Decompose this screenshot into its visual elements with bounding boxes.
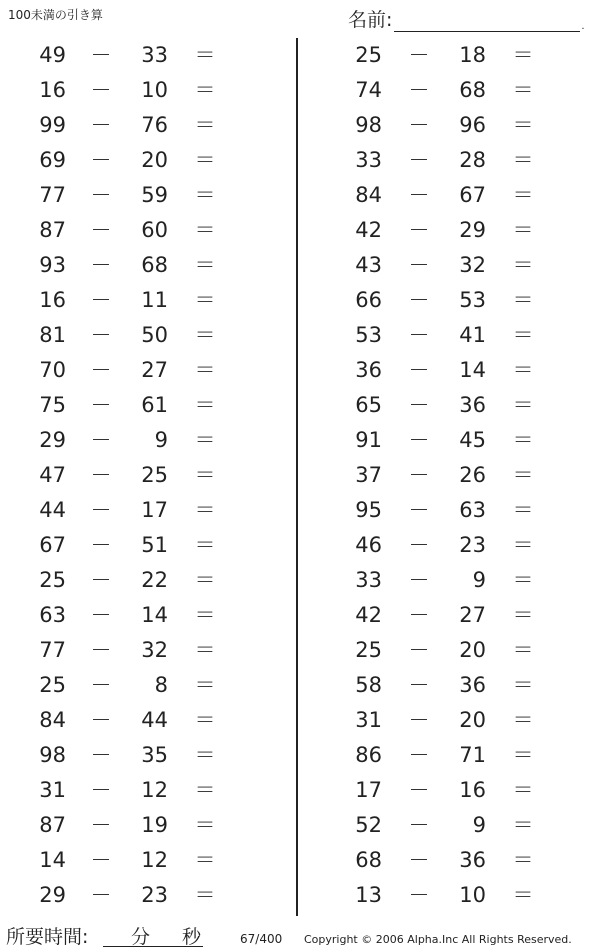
minus-sign: － [90,113,112,137]
minus-sign: － [90,428,112,452]
equals-sign: ＝ [194,148,216,172]
minus-sign: － [90,743,112,767]
minuend: 87 [39,218,66,242]
minus-sign: － [90,568,112,592]
minuend: 75 [39,393,66,417]
subtrahend: 14 [459,358,486,382]
problem-row [0,213,300,248]
problem-row [300,248,600,283]
minuend: 52 [355,813,382,837]
problem-row [0,318,300,353]
minuend: 65 [355,393,382,417]
equals-sign: ＝ [512,813,534,837]
subtrahend: 9 [472,813,486,837]
problem-row [0,598,300,633]
problem-row [300,493,600,528]
minuend: 49 [39,43,66,67]
minuend: 17 [355,778,382,802]
problem-row [300,108,600,143]
minus-sign: － [90,288,112,312]
problem-row [300,213,600,248]
equals-sign: ＝ [512,568,534,592]
problem-row [0,353,300,388]
problem-row [300,318,600,353]
equals-sign: ＝ [512,148,534,172]
subtrahend: 27 [459,603,486,627]
subtrahend: 25 [141,463,168,487]
minuend: 25 [39,673,66,697]
minuend: 70 [39,358,66,382]
problem-row [0,668,300,703]
subtrahend: 59 [141,183,168,207]
minus-sign: － [90,603,112,627]
minus-sign: － [90,393,112,417]
minuend: 87 [39,813,66,837]
minuend: 31 [39,778,66,802]
minus-sign: － [90,43,112,67]
subtrahend: 12 [141,778,168,802]
subtrahend: 36 [459,848,486,872]
equals-sign: ＝ [194,218,216,242]
subtrahend: 63 [459,498,486,522]
minus-sign: － [90,533,112,557]
minuend: 44 [39,498,66,522]
equals-sign: ＝ [512,323,534,347]
minus-sign: － [90,323,112,347]
equals-sign: ＝ [194,638,216,662]
minuend: 42 [355,603,382,627]
problem-row [300,178,600,213]
minus-sign: － [408,883,430,907]
minus-sign: － [408,603,430,627]
problem-row [300,143,600,178]
right-problem-column [300,38,600,913]
subtrahend: 18 [459,43,486,67]
minus-sign: － [90,218,112,242]
problem-row [0,143,300,178]
problem-row [300,808,600,843]
minus-sign: － [408,288,430,312]
problem-row [300,703,600,738]
minuend: 58 [355,673,382,697]
minuend: 14 [39,848,66,872]
minuend: 16 [39,288,66,312]
equals-sign: ＝ [194,743,216,767]
minus-sign: － [90,463,112,487]
subtrahend: 35 [141,743,168,767]
minus-sign: － [90,813,112,837]
equals-sign: ＝ [194,498,216,522]
minuend: 84 [355,183,382,207]
minus-sign: － [90,358,112,382]
minus-sign: － [408,323,430,347]
equals-sign: ＝ [194,673,216,697]
problem-row [0,843,300,878]
equals-sign: ＝ [512,603,534,627]
minuend: 53 [355,323,382,347]
minus-sign: － [408,428,430,452]
equals-sign: ＝ [194,883,216,907]
minus-sign: － [90,638,112,662]
subtrahend: 22 [141,568,168,592]
name-field-area [348,5,585,32]
subtrahend: 96 [459,113,486,137]
subtrahend: 67 [459,183,486,207]
minus-sign: － [90,498,112,522]
equals-sign: ＝ [512,778,534,802]
subtrahend: 32 [459,253,486,277]
minuend: 36 [355,358,382,382]
equals-sign: ＝ [194,848,216,872]
equals-sign: ＝ [512,218,534,242]
minuend: 63 [39,603,66,627]
problem-row [300,878,600,913]
subtrahend: 28 [459,148,486,172]
subtrahend: 10 [459,883,486,907]
equals-sign: ＝ [194,603,216,627]
minuend: 31 [355,708,382,732]
equals-sign: ＝ [194,708,216,732]
equals-sign: ＝ [194,813,216,837]
time-required-label: 所要時間: [6,926,89,948]
problem-row [0,808,300,843]
subtrahend: 45 [459,428,486,452]
minus-sign: － [90,673,112,697]
problem-row [0,703,300,738]
subtrahend: 8 [154,673,168,697]
minuend: 67 [39,533,66,557]
minuend: 13 [355,883,382,907]
problem-row [300,633,600,668]
minuend: 91 [355,428,382,452]
subtrahend: 19 [141,813,168,837]
problem-row [0,458,300,493]
minus-sign: － [408,43,430,67]
minuend: 69 [39,148,66,172]
problem-row [300,528,600,563]
minuend: 99 [39,113,66,137]
problem-row [300,843,600,878]
problem-row [0,178,300,213]
equals-sign: ＝ [194,533,216,557]
equals-sign: ＝ [194,358,216,382]
equals-sign: ＝ [512,673,534,697]
problem-row [300,73,600,108]
subtrahend: 20 [459,708,486,732]
minuend: 43 [355,253,382,277]
minuend: 93 [39,253,66,277]
minuend: 29 [39,428,66,452]
subtrahend: 71 [459,743,486,767]
problem-row [300,38,600,73]
problem-row [0,563,300,598]
problem-row [0,528,300,563]
minuend: 33 [355,148,382,172]
minuend: 16 [39,78,66,102]
subtrahend: 20 [141,148,168,172]
minuend: 77 [39,638,66,662]
minuend: 46 [355,533,382,557]
subtrahend: 33 [141,43,168,67]
problem-row [0,38,300,73]
subtrahend: 9 [154,428,168,452]
subtrahend: 23 [141,883,168,907]
minus-sign: － [408,848,430,872]
minus-sign: － [408,358,430,382]
minus-sign: － [90,78,112,102]
equals-sign: ＝ [194,778,216,802]
subtrahend: 50 [141,323,168,347]
problem-row [300,388,600,423]
equals-sign: ＝ [512,638,534,662]
minuend: 66 [355,288,382,312]
minus-sign: － [408,148,430,172]
equals-sign: ＝ [194,568,216,592]
copyright-text: Copyright © 2006 Alpha.Inc All Rights Reserved. [304,933,572,946]
minus-sign: － [408,78,430,102]
equals-sign: ＝ [194,253,216,277]
problem-row [0,423,300,458]
equals-sign: ＝ [512,848,534,872]
minus-sign: － [408,183,430,207]
minus-sign: － [90,148,112,172]
problem-row [0,878,300,913]
subtrahend: 53 [459,288,486,312]
equals-sign: ＝ [194,183,216,207]
minuend: 81 [39,323,66,347]
equals-sign: ＝ [194,113,216,137]
minus-sign: － [408,253,430,277]
problem-row [300,738,600,773]
subtrahend: 9 [472,568,486,592]
subtrahend: 51 [141,533,168,557]
minus-sign: － [408,568,430,592]
minuend: 98 [39,743,66,767]
minuend: 98 [355,113,382,137]
minus-sign: － [90,848,112,872]
minus-sign: － [408,813,430,837]
equals-sign: ＝ [194,323,216,347]
problem-row [300,458,600,493]
problem-row [300,283,600,318]
minus-sign: － [90,778,112,802]
minus-sign: － [408,708,430,732]
problem-row [300,668,600,703]
subtrahend: 68 [141,253,168,277]
equals-sign: ＝ [512,183,534,207]
problem-row [0,388,300,423]
equals-sign: ＝ [512,708,534,732]
minus-sign: － [408,393,430,417]
minus-sign: － [90,708,112,732]
minuend: 25 [39,568,66,592]
minuend: 25 [355,638,382,662]
equals-sign: ＝ [194,288,216,312]
equals-sign: ＝ [512,463,534,487]
seconds-label: 秒 [182,926,202,948]
equals-sign: ＝ [512,358,534,382]
subtrahend: 14 [141,603,168,627]
equals-sign: ＝ [512,533,534,557]
subtrahend: 76 [141,113,168,137]
minuend: 74 [355,78,382,102]
minus-sign: － [408,743,430,767]
minuend: 77 [39,183,66,207]
minus-sign: － [408,638,430,662]
problem-row [300,773,600,808]
subtrahend: 16 [459,778,486,802]
equals-sign: ＝ [512,883,534,907]
subtrahend: 44 [141,708,168,732]
subtrahend: 20 [459,638,486,662]
equals-sign: ＝ [194,393,216,417]
problem-row [0,633,300,668]
subtrahend: 10 [141,78,168,102]
problem-row [0,738,300,773]
minus-sign: － [408,113,430,137]
page-number: 67/400 [240,932,283,946]
subtrahend: 26 [459,463,486,487]
minus-sign: － [408,218,430,242]
footer [0,920,600,952]
problem-row [0,773,300,808]
minuend: 25 [355,43,382,67]
minus-sign: － [408,463,430,487]
equals-sign: ＝ [512,43,534,67]
subtrahend: 61 [141,393,168,417]
minus-sign: － [408,778,430,802]
minuend: 42 [355,218,382,242]
subtrahend: 36 [459,673,486,697]
equals-sign: ＝ [512,113,534,137]
equals-sign: ＝ [512,498,534,522]
problem-row [300,598,600,633]
problem-row [300,423,600,458]
minuend: 84 [39,708,66,732]
name-label: 名前: [348,9,393,31]
equals-sign: ＝ [512,743,534,767]
minus-sign: － [408,673,430,697]
minuend: 86 [355,743,382,767]
problem-row [0,73,300,108]
minutes-label: 分 [131,926,151,948]
left-problem-column [0,38,300,913]
subtrahend: 27 [141,358,168,382]
equals-sign: ＝ [512,253,534,277]
name-line-dot: . [581,21,585,32]
equals-sign: ＝ [512,288,534,312]
problem-row [0,108,300,143]
minuend: 68 [355,848,382,872]
equals-sign: ＝ [194,78,216,102]
minus-sign: － [408,533,430,557]
subtrahend: 23 [459,533,486,557]
name-blank-line [394,11,580,32]
equals-sign: ＝ [194,463,216,487]
equals-sign: ＝ [512,393,534,417]
minuend: 29 [39,883,66,907]
subtrahend: 68 [459,78,486,102]
subtrahend: 36 [459,393,486,417]
subtrahend: 17 [141,498,168,522]
minus-sign: － [90,883,112,907]
equals-sign: ＝ [512,78,534,102]
equals-sign: ＝ [194,428,216,452]
problem-row [0,248,300,283]
subtrahend: 60 [141,218,168,242]
problem-row [0,283,300,318]
minuend: 33 [355,568,382,592]
subtrahend: 29 [459,218,486,242]
minuend: 95 [355,498,382,522]
equals-sign: ＝ [512,428,534,452]
minus-sign: － [408,498,430,522]
problem-row [300,353,600,388]
subtrahend: 41 [459,323,486,347]
subtrahend: 32 [141,638,168,662]
subtrahend: 11 [141,288,168,312]
subtrahend: 12 [141,848,168,872]
problem-row [0,493,300,528]
minuend: 47 [39,463,66,487]
minuend: 37 [355,463,382,487]
minus-sign: － [90,183,112,207]
equals-sign: ＝ [194,43,216,67]
problem-row [300,563,600,598]
worksheet-title: 100未満の引き算 [8,8,103,22]
minus-sign: － [90,253,112,277]
